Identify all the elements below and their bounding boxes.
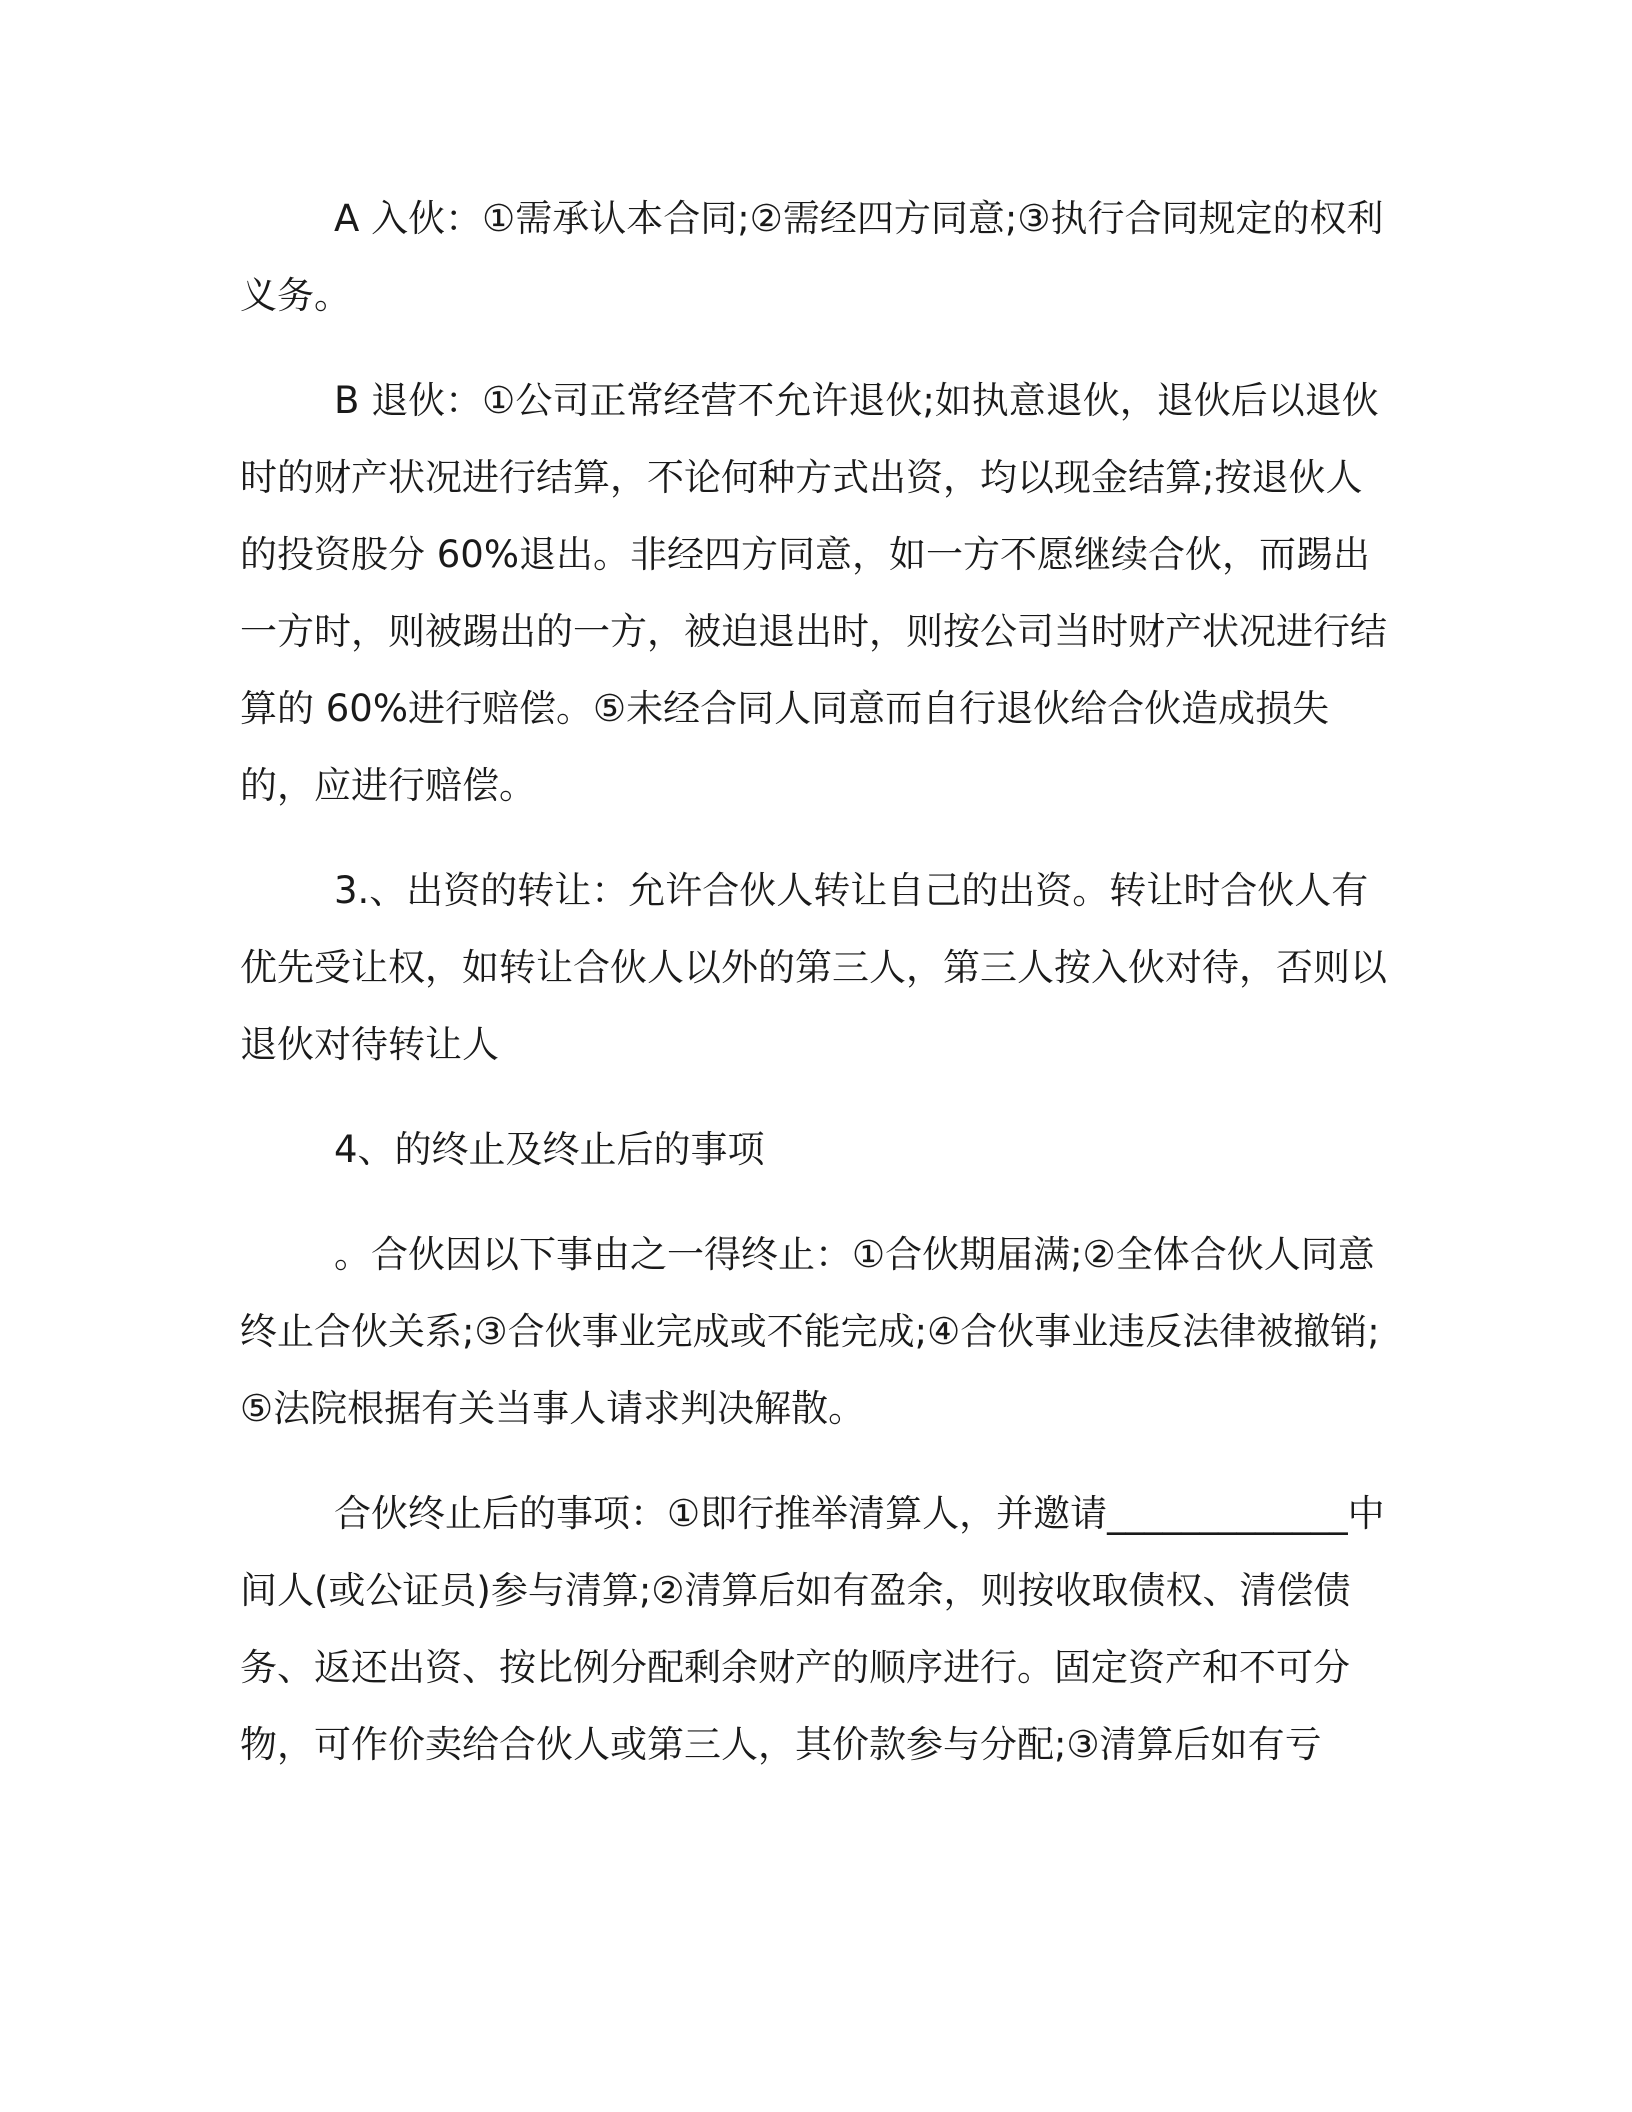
paragraph-post-termination: 合伙终止后的事项：①即行推举清算人，并邀请_____________中间人(或公证员)参与清算;②清算后如有盈余，则按收取债权、清偿债务、返还出资、按比例分配剩余财产的顺序进行。固定资产和不可分物，可作价卖给合伙人或第三人，其价款参与分配;③清算后如有亏 bbox=[240, 1492, 1385, 1766]
paragraph-capital-transfer: 3.、出资的转让：允许合伙人转让自己的出资。转让时合伙人有优先受让权，如转让合伙人以外的第三人，第三人按入伙对待，否则以退伙对待转让人 bbox=[240, 869, 1387, 1066]
paragraph-admission: A 入伙：①需承认本合同;②需经四方同意;③执行合同规定的权利义务。 bbox=[240, 197, 1384, 317]
paragraph-termination-heading: 4、的终止及终止后的事项 bbox=[334, 1128, 765, 1171]
paragraph-termination-causes: 。合伙因以下事由之一得终止：①合伙期届满;②全体合伙人同意终止合伙关系;③合伙事业完成或不能完成;④合伙事业违反法律被撤销;⑤法院根据有关当事人请求判决解散。 bbox=[240, 1233, 1380, 1430]
document-body bbox=[240, 180, 1390, 1811]
paragraph-withdrawal: B 退伙：①公司正常经营不允许退伙;如执意退伙，退伙后以退伙时的财产状况进行结算，不论何种方式出资，均以现金结算;按退伙人的投资股分 60%退出。非经四方同意，如一方不愿继续合伙，而踢出一方时，则被踢出的一方，被迫退出时，则按公司当时财产状况进行结算的 60%进行赔偿。⑤未经合同人同意而自行退伙给合伙造成损失的，应进行赔偿。 bbox=[240, 379, 1387, 807]
